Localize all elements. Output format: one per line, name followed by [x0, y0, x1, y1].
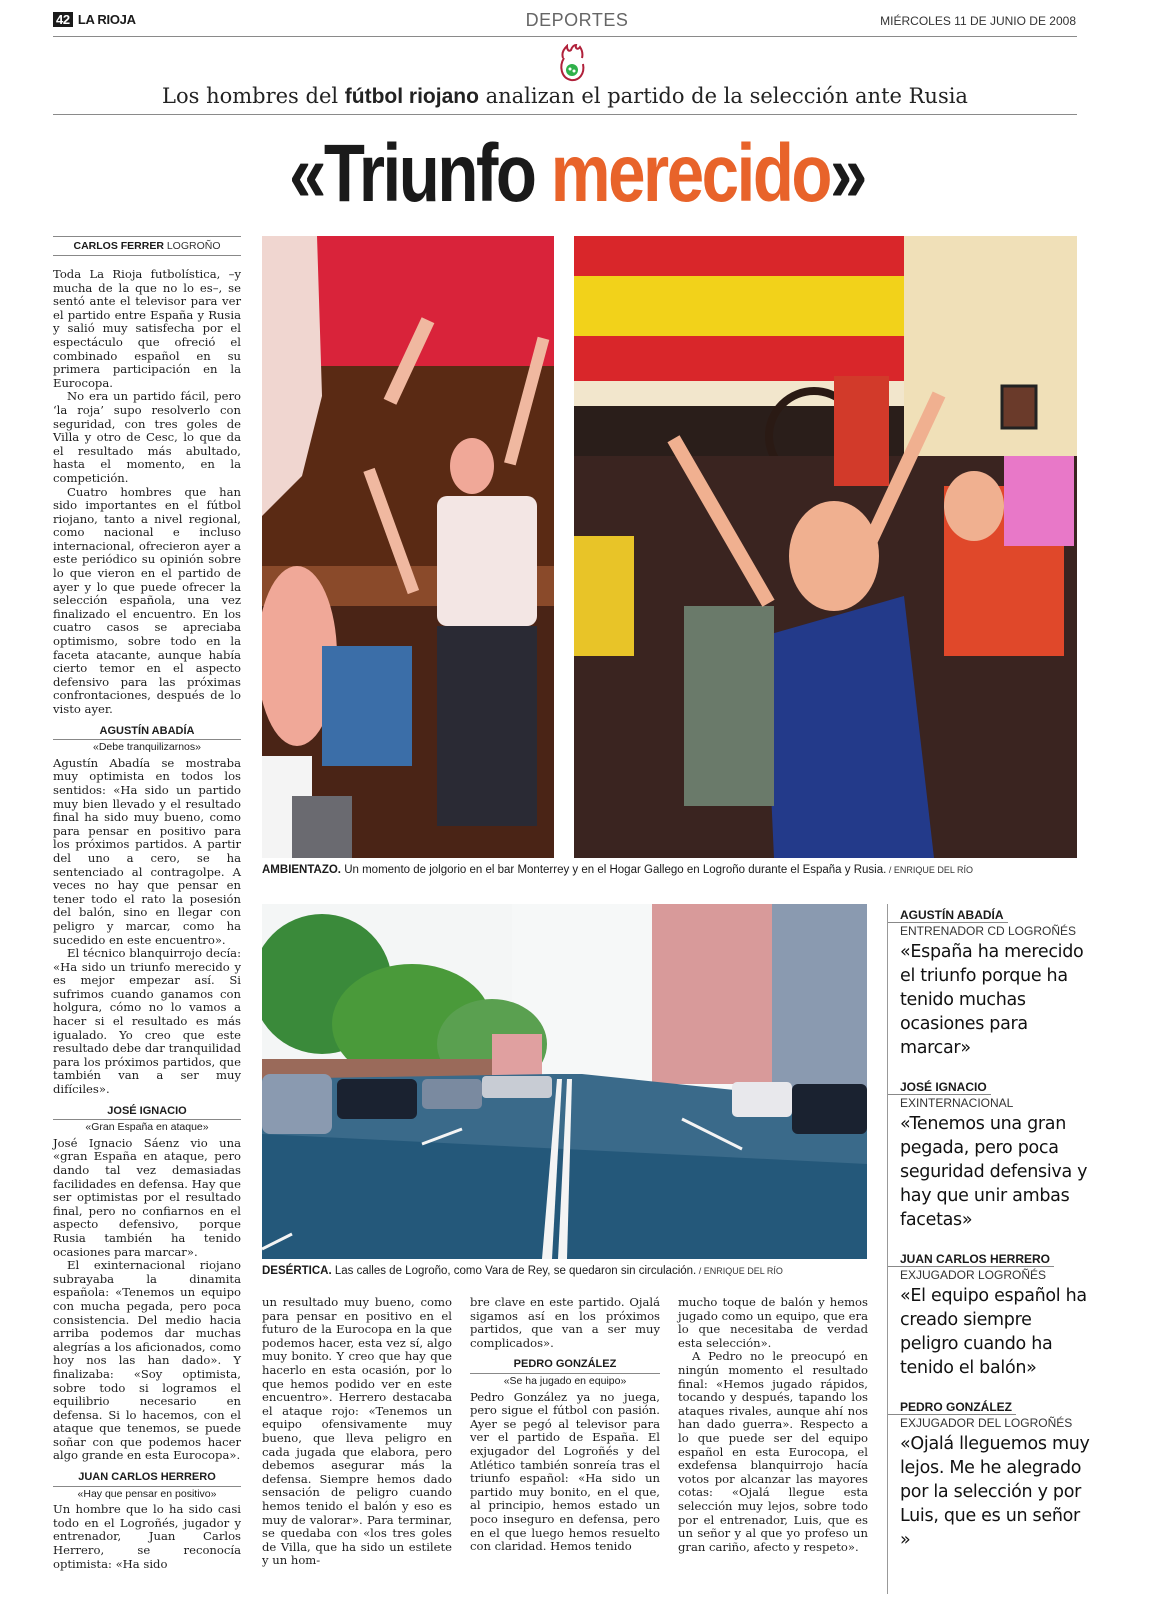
caption-lead: AMBIENTAZO.: [262, 864, 342, 876]
section-subtitle: «Gran España en ataque»: [85, 1121, 209, 1134]
section-paragraph: Agustín Abadía se mostraba muy optimista en todos los sentidos: «Ha sido un partido muy bien llevado y el resultado final ha sido muy bueno, como para pensar en positivo para los próximos partidos. A partir del uno a cero, se ha sentenciado al contragolpe. A veces no hay que pensar en tener todo el rato la posesión del balón, sino en llegar con peligro y marcar, como ha sucedido en este encuentro».: [53, 755, 241, 947]
sidebar-quote-block: [900, 1396, 1090, 1552]
page-number: 42: [53, 12, 73, 27]
article-column-2: [262, 1296, 452, 1568]
pull-quote: «España ha merecido el triunfo porque ha tenido muchas ocasiones para marcar»: [900, 942, 1084, 1058]
sidebar-quote-block: [900, 904, 1090, 1060]
section-subtitle: «Se ha jugado en equipo»: [503, 1374, 627, 1387]
quote-author: PEDRO GONZÁLEZ: [888, 1400, 1016, 1415]
street-photo-image: [262, 904, 867, 1259]
article-column-1: [53, 268, 241, 1571]
section-paragraph: Un hombre que lo ha sido casi todo en el Logroñés, jugador y entrenador, Juan Carlos Herrero, se reconocía optimista: «Ha sido: [53, 1502, 241, 1571]
celebration-photo-image: [262, 236, 554, 858]
byline: [53, 236, 241, 256]
section-paragraph: José Ignacio Sáenz vio una «gran España en ataque, pero dando tal vez demasiadas facilidades en defensa. Hay que ser optimistas por el resultado final, pero no confiarnos en el aspecto defensivo, porque Rusia también ha tenido ocasiones para marcar».: [53, 1135, 241, 1259]
section-subtitle: «Debe tranquilizarnos»: [93, 741, 201, 754]
intro-paragraph: Toda La Rioja futbolística, –y mucha de la que no lo es–, se sentó ante el televisor para ver el partido entre España y Rusia y salió muy satisfecha por el espectáculo que ofreció el combinado español en su primera participación en la Eurocopa.: [53, 267, 241, 390]
photo-hogar-gallego: [574, 236, 1077, 858]
kicker: Los hombres del fútbol riojano analizan el partido de la selección ante Rusia: [162, 84, 968, 108]
pull-quote: «Tenemos una gran pegada, pero poca seguridad defensiva y hay que unir ambas facetas»: [900, 1114, 1088, 1230]
photo-caption-top: AMBIENTAZO. Un momento de jolgorio en el bar Monterrey y en el Hogar Gallego en Logroño durante el España y Rusia. / ENRIQUE DEL RÍO: [262, 864, 973, 876]
kicker-rule: [53, 114, 1077, 115]
column-paragraph: A Pedro no le preocupó en ningún momento el resultado final: «Hemos jugado rápidos, tocando y después, tapando los ataques rivales, aunque ahí nos han dado guerra». Respecto a lo que puede ser del equipo español en esta Eurocopa, el exdefensa blanquirrojo hacía votos por alcanzar las mayores cotas: «Ojalá llegue esta selección muy lejos, sobre todo por el entrenador, Luis, que es un señor y al que yo profeso un gran cariño, afecto y respeto».: [678, 1349, 868, 1554]
section-paragraph: El exinternacional riojano subrayaba la dinamita española: «Tenemos un equipo con mucha pegada, pero poca consistencia. Del medio hacia arriba podemos dar muchas alegrías a los aficionados, como hoy nos las han dado». Y finalizaba: «Soy optimista, sobre todo si logramos el equilibrio necesario en defensa. Si lo hacemos, con el ataque que tenemos, se puede soñar con que podemos hacer algo grande en esta Eurocopa».: [53, 1258, 241, 1463]
column-paragraph: un resultado muy bueno, como para pensar en positivo en el futuro de la Eurocopa en la que podemos hacer, esta vez sí, algo muy bonito. Y creo que hay que hacerlo en esta ocasión, por lo que hemos podido ver en este encuentro». Herrero destacaba el ataque rojo: «Tenemos un equipo ofensivamente muy bueno, que lleva peligro en cada jugada que elabora, pero debemos asegurar más la defensa. Siempre hemos dado sensación de peligro cuando hemos tenido el balón y eso es muy de valorar». Para terminar, se quedaba con «los tres goles de Villa, que ha sido un estilete y un hom-: [262, 1295, 452, 1568]
photo-credit: / ENRIQUE DEL RÍO: [886, 865, 973, 875]
issue-date: MIÉRCOLES 11 DE JUNIO DE 2008: [880, 14, 1076, 28]
section-heading: JOSÉ IGNACIO: [53, 1105, 241, 1121]
page-headline: «Triunfo merecido»: [288, 128, 865, 219]
pull-quote: «Ojalá lleguemos muy lejos. Me he alegrado por la selección y por Luis, que es un señor »: [900, 1434, 1090, 1550]
photo-credit: / ENRIQUE DEL RÍO: [696, 1266, 783, 1276]
article-column-3: [470, 1296, 660, 1554]
celebration-photo-image: [574, 236, 1077, 858]
photo-bar-monterrey: [262, 236, 554, 858]
section-heading: PEDRO GONZÁLEZ: [470, 1358, 660, 1374]
intro-paragraph: No era un partido fácil, pero ‘la roja’ supo resolverlo con seguridad, con tres goles de Villa y otro de Cesc, lo que da el resultado más abultado, hasta el momento, en la competición.: [53, 389, 241, 485]
photo-empty-street: [262, 904, 867, 1259]
photo-caption-street: DESÉRTICA. Las calles de Logroño, como Vara de Rey, se quedaron sin circulación. / ENRIQUE DEL RÍO: [262, 1265, 783, 1277]
quotes-sidebar: [887, 904, 1090, 1594]
section-paragraph: El técnico blanquirrojo decía: «Ha sido un triunfo merecido y es mejor empezar así. Si sufrimos cuando ganamos con holgura, cómo no lo vamos a hacer si el resultado es más igualado. Yo creo que este resultado debe dar tranquilidad para los próximos partidos, que también van a ser muy difíciles».: [53, 946, 241, 1097]
section-paragraph: Pedro González ya no juega, pero sigue el fútbol con pasión. Ayer se pegó al televisor para ver el partido de España. El exjugador del Logroñés y del Atlético también sonreía tras el triunfo español: «Ha sido un partido muy bonito, en el que, al principio, hemos estado un poco inseguro en defensa, pero en el que luego hemos resuelto con claridad. Hemos tenido: [470, 1389, 660, 1554]
author-name: CARLOS FERRER: [73, 240, 164, 252]
kicker-bold: fútbol riojano: [344, 85, 479, 108]
quote-author-role: ENTRENADOR CD LOGROÑÉS: [900, 924, 1077, 938]
article-column-4: [678, 1296, 868, 1554]
pull-quote: «El equipo español ha creado siempre peligro cuando ha tenido el balón»: [900, 1286, 1087, 1378]
header-rule: [53, 36, 1077, 37]
section-subtitle: «Hay que pensar en positivo»: [77, 1487, 217, 1500]
sidebar-quote-block: [900, 1248, 1090, 1380]
quote-author-role: EXJUGADOR DEL LOGROÑÉS: [900, 1416, 1073, 1430]
quote-author: JUAN CARLOS HERRERO: [888, 1252, 1054, 1267]
eurocopa-flame-ball-icon: [555, 44, 591, 84]
quote-author-role: EXINTERNACIONAL: [900, 1096, 1014, 1110]
section-title: DEPORTES: [525, 10, 629, 30]
column-paragraph: mucho toque de balón y hemos jugado como un equipo, que era lo que necesitaba de verdad esta selección».: [678, 1295, 868, 1350]
section-heading: AGUSTÍN ABADÍA: [53, 725, 241, 741]
quote-author: AGUSTÍN ABADÍA: [888, 908, 1008, 923]
column-paragraph: bre clave en este partido. Ojalá sigamos así en los próximos partidos, que van a ser muy complicados».: [470, 1295, 660, 1350]
quote-author-role: EXJUGADOR LOGROÑÉS: [900, 1268, 1047, 1282]
intro-paragraph: Cuatro hombres que han sido importantes en el fútbol riojano, tanto a nivel regional, como nacional e incluso internacional, ofrecieron ayer a este periódico su opinión sobre lo que vieron en el partido de ayer y lo que puede ofrecer la selección española, una vez finalizado el encuentro. En los cuatro casos se apreciaba optimismo, sobre todo en la faceta atacante, aunque había cierto temor en el aspecto defensivo para las próximas confrontaciones, después de lo visto ayer.: [53, 484, 241, 716]
publication-name: LA RIOJA: [77, 12, 136, 27]
sidebar-quote-block: [900, 1076, 1090, 1232]
section-heading: JUAN CARLOS HERRERO: [53, 1471, 241, 1487]
headline-accent: merecido: [550, 128, 831, 219]
quote-author: JOSÉ IGNACIO: [888, 1080, 991, 1095]
caption-lead: DESÉRTICA.: [262, 1265, 332, 1277]
byline-location: LOGROÑO: [166, 240, 221, 252]
